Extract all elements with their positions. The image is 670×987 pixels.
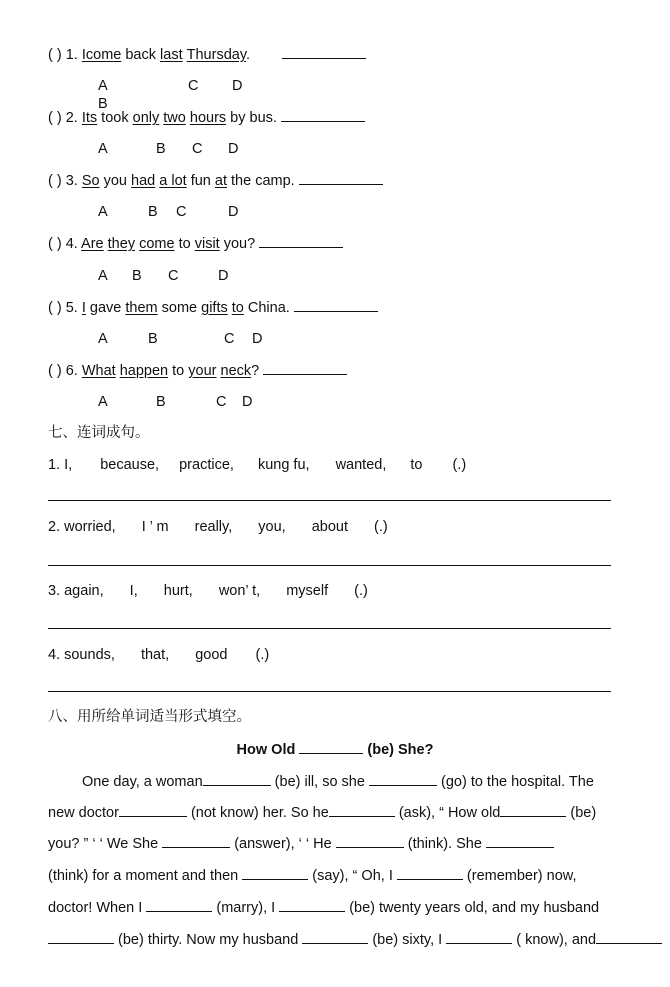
mc-question-2: ( ) 2. Its took only two hours by bus.: [48, 108, 365, 127]
sentence-item-3: 3. again, I, hurt, won’ t, myself (.): [48, 583, 368, 599]
blank[interactable]: [397, 866, 463, 880]
answer-line[interactable]: [48, 691, 611, 692]
answer-blank[interactable]: [259, 234, 343, 248]
passage-line-6: (be) thirty. Now my husband (be) sixty, I ( know), and: [48, 930, 662, 949]
passage-line-2: new doctor (not know) her. So he (ask), “ How old (be): [48, 805, 597, 821]
blank[interactable]: [336, 834, 404, 848]
answer-blank[interactable]: [281, 108, 365, 122]
blank[interactable]: [500, 803, 566, 817]
blank[interactable]: [329, 803, 395, 817]
passage-line-3: you? ” ‘ ‘ We She (answer), ‘ ‘ He (think). She: [48, 834, 554, 853]
blank[interactable]: [203, 772, 271, 786]
blank[interactable]: [242, 866, 308, 880]
blank[interactable]: [119, 803, 187, 817]
answer-blank[interactable]: [263, 361, 347, 375]
passage-line-1: One day, a woman (be) ill, so she (go) to the hospital. The: [82, 774, 594, 790]
mc-question-5: ( ) 5. I gave them some gifts to China.: [48, 298, 378, 317]
blank[interactable]: [162, 834, 230, 848]
sentence-item-1: 1. I, because, practice, kung fu, wanted, to (.): [48, 457, 467, 473]
section-8-heading: 八、用所给单词适当形式填空。: [48, 709, 251, 725]
answer-line[interactable]: [48, 628, 611, 629]
answer-blank[interactable]: [299, 171, 383, 185]
sentence-item-4: 4. sounds, that, good (.): [48, 647, 270, 663]
mc-question-6: ( ) 6. What happen to your neck?: [48, 361, 347, 380]
answer-blank[interactable]: [282, 45, 366, 59]
blank[interactable]: [369, 772, 437, 786]
blank[interactable]: [146, 898, 212, 912]
answer-line[interactable]: [48, 565, 611, 566]
sentence-item-2: 2. worried, I ’ m really, you, about (.): [48, 519, 388, 535]
blank[interactable]: [279, 898, 345, 912]
mc-question-1: ( ) 1. Icome back last Thursday.: [48, 45, 366, 64]
answer-blank[interactable]: [294, 298, 378, 312]
passage-line-4: (think) for a moment and then (say), “ Oh, I (remember) now,: [48, 868, 577, 884]
blank[interactable]: [486, 834, 554, 848]
title-blank[interactable]: [299, 740, 363, 754]
answer-line[interactable]: [48, 500, 611, 501]
section-7-heading: 七、连词成句。: [48, 425, 150, 441]
worksheet-page: ( ) 1. Icome back last Thursday. A B C D ( ) 2. Its took only two hours by bus. A B C D ( ) 3. So you had a lot fun at the camp. A B C D ( ) 4. Are they come to visit you? A B C D ( ) 5. I gave them some gifts to China. A B C D ( ) 6. What happen to your neck? A B C D 七、连词成句。 1. I, because, practice, kung fu, wanted, to (.) 2. worried, I ’ m really, you, about (.) 3. again, I, hurt, won’ t, myself (.) 4. sounds, that, good (.) 八、用所给单词适当形式填空。 How Old (be) She? One day, a woman (be) ill, so she (go) to the hospital. The new doctor (not know) her. So he (ask), “ How old (be) you? ” ‘ ‘ We She (answer), ‘ ‘ He (think). She (think) for a moment and then (say), “ Oh, I (remember) now, doctor! When I (marry), I (be) twenty years old, and my husband (be) thirty. Now my husband (be) sixty, I ( know), and: [0, 0, 670, 987]
blank[interactable]: [302, 930, 368, 944]
mc-question-4: ( ) 4. Are they come to visit you?: [48, 234, 343, 253]
passage-line-5: doctor! When I (marry), I (be) twenty years old, and my husband: [48, 900, 600, 916]
mc-question-3: ( ) 3. So you had a lot fun at the camp.: [48, 171, 383, 190]
blank[interactable]: [48, 930, 114, 944]
passage-title: How Old (be) She?: [236, 742, 434, 758]
blank[interactable]: [596, 930, 662, 944]
blank[interactable]: [446, 930, 512, 944]
